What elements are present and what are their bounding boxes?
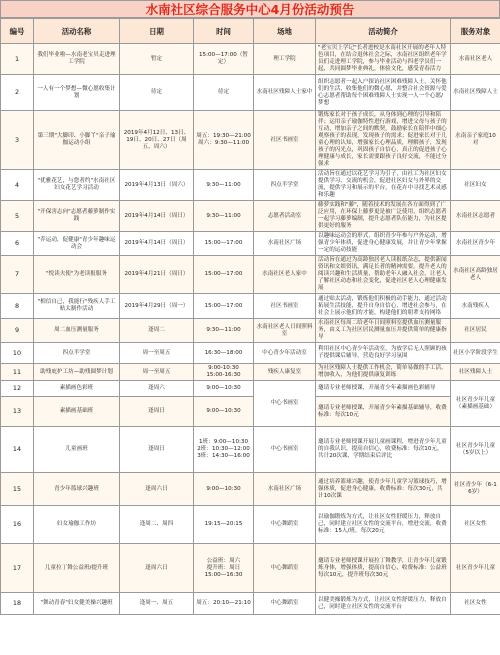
activity-time: 9:00—10:30 [194, 381, 254, 397]
activity-target: 社区居民 [451, 319, 500, 343]
table-row [1, 232, 500, 256]
activity-desc: 水南社区每周二给老年日间照料室提供血压测量服务，由义工为社区居民测量血压并提供简单的健康指导 [316, 319, 451, 343]
table-row [1, 506, 500, 544]
activity-venue: 理工学院 [254, 44, 316, 75]
activity-desc: 以瑜伽锻炼为方式，让社区女性舒缓压力，释放自己，同时建立社区女性的交流平台，增进交流，收费标准：15人/班，每次20元 [316, 506, 451, 544]
table-row [1, 343, 500, 364]
header-time: 时间 [194, 19, 254, 44]
row-number: 10 [1, 343, 34, 364]
table-row [1, 201, 500, 232]
activity-date: 逢周六日 [120, 473, 194, 506]
activity-table [0, 18, 500, 615]
activity-venue: 社区书画室 [254, 111, 316, 170]
row-number: 13 [1, 397, 34, 427]
row-number: 5 [1, 201, 34, 232]
activity-target: 社区青少年儿童 [451, 544, 500, 593]
activity-time: 待定 [194, 75, 254, 111]
header-desc: 活动简介 [316, 19, 451, 44]
activity-desc: 组织志愿者一起入户探访社区困难残障人士，关怀他们的生活，收集他们的微心愿，并整合社会资源与爱心志愿者帮助每个困难残障人士实现一人一个心愿/梦想 [316, 75, 451, 111]
activity-venue: 水南社区残障人士家中 [254, 75, 316, 111]
row-number: 1 [1, 44, 34, 75]
table-row [1, 256, 500, 294]
table-row [1, 397, 500, 427]
activity-desc: 邀请专业老师授课，开展青少年素描画色彩辅导 [316, 381, 451, 397]
activity-date: 逢周二 [120, 319, 194, 343]
activity-target: 社区女性 [451, 593, 500, 615]
activity-date: 逢周六日 [120, 544, 194, 593]
activity-time: 9:00—10:30 [194, 397, 254, 427]
activity-target: 水南社区志愿者 [451, 201, 500, 232]
activity-time: 周五：19:30—21:00 周六：9:30—11:00 [194, 111, 254, 170]
table-row [1, 593, 500, 615]
activity-name: 一人有一个梦想—微心愿收集计划 [34, 75, 120, 111]
activity-desc: 藤萝实践和"藤"，随着技术的发展在各方面得到了广泛应用，在环保上藤萝更是被广泛使用，组织志愿者一起学习藤萝编制，提升志愿者队伍能力，为社区提供更好的服务 [316, 201, 451, 232]
row-number: 3 [1, 111, 34, 170]
row-number: 16 [1, 506, 34, 544]
activity-venue: 社区书画室 [254, 294, 316, 319]
table-row [1, 111, 500, 170]
page-title: 水南社区综合服务中心4月份活动预告 [0, 0, 500, 18]
activity-target: 社区残障人士 [451, 364, 500, 381]
activity-venue: 水南社区广场 [254, 473, 316, 506]
row-number: 15 [1, 473, 34, 506]
activity-target: 社区青少年（6-16岁） [451, 473, 500, 506]
header-target: 服务对象 [451, 19, 500, 44]
activity-date: 2019年4月14日（周日） [120, 201, 194, 232]
header-no: 编号 [1, 19, 34, 44]
row-number: 11 [1, 364, 34, 381]
activity-name: "优雅花艺，与您者约"水南社区妇女花艺学习活动 [34, 170, 120, 201]
activity-name: 素描画基础班 [34, 397, 120, 427]
activity-time: 19:15—20:15 [194, 506, 254, 544]
activity-date: 2019年4月12日、13日、19日、20日、27日（周五、周六） [120, 111, 194, 170]
activity-desc: 以健美操锻炼为方式，让社区女性舒缓压力，释放自己，同时建立社区女性的交流平台 [316, 593, 451, 615]
activity-name: 素描画色彩班 [34, 381, 120, 397]
table-row [1, 364, 500, 381]
activity-target: 水南社区老人 [451, 44, 500, 75]
activity-time: 16:30—18:00 [194, 343, 254, 364]
row-number: 6 [1, 232, 34, 256]
activity-name: 青少年篮球兴趣班 [34, 473, 120, 506]
row-number: 12 [1, 381, 34, 397]
activity-desc: 锻炼家长对于孩子成长，从身体到心理的引导和陪伴；运用亲子瑜伽特性进行游戏，增进父母与孩子的互动，增加亲子之间的默契，鼓励家长在陪伴中细心观察孩子的表现，发现孩子的需求；促进家长对于儿童心理的认知，增强家长心理品质，理解孩子，发现孩子的闪光点，巩固孩子自信心，真正的促进孩子心理健康与成长，家长需要跟孩子良好交流，不能过分强求 [316, 111, 451, 170]
activity-venue: 志愿者活动室 [254, 201, 316, 232]
activity-venue: 残疾人康复室 [254, 364, 316, 381]
activity-desc: "老宝贝上学记"长者进校是水南社区开展的老年人特色项目，在结合退休社会之际，水南社区组织老年学员们走进理工学院，参与毕业活动与四老学员们一起，共同圆梦毕业典礼，体验文化，感受青春活力 [316, 44, 451, 75]
row-number: 9 [1, 319, 34, 343]
activity-date: 2019年4月14日（周日） [120, 232, 194, 256]
activity-name: 助残庇护工坊—助残圆梦计划 [34, 364, 120, 381]
row-number: 14 [1, 427, 34, 473]
table-row [1, 294, 500, 319]
activity-name: 儿童画班 [34, 427, 120, 473]
activity-target: 社区青少年儿童（素描画基础） [451, 381, 500, 427]
row-number: 17 [1, 544, 34, 593]
table-row [1, 44, 500, 75]
activity-date: 2019年4月29日（周一） [120, 294, 194, 319]
activity-desc: 利用社区中心青少年活动室，为放学后无人照顾的孩子提供课后辅导，营造良好学习氛围 [316, 343, 451, 364]
activity-target: 水南社区青少年 [451, 232, 500, 256]
activity-time: 周五：20:10—21:10 [194, 593, 254, 615]
activity-date: 周一至周五 [120, 364, 194, 381]
activity-desc: 以趣味运动会的形式，组织青少年参与户外运动，增强青少年体质，促进身心健康发展，并让青少年掌握一定的运动技能 [316, 232, 451, 256]
row-number: 7 [1, 256, 34, 294]
activity-target: 水南社区高龄独居老人 [451, 256, 500, 294]
activity-venue: 中心舞蹈室 [254, 593, 316, 615]
activity-time: 15:00—17:00 [194, 256, 254, 294]
activity-name: 周二血压测量服务 [34, 319, 120, 343]
activity-desc: 为社区残障人士提供工作机会，简单易做的手工活，增加收入，为他们提供康复训练 [316, 364, 451, 381]
activity-target: 水南社区残障人士 [451, 75, 500, 111]
activity-time: 公益班：周六 提升班：周日 15:00—16:30 [194, 544, 254, 593]
activity-name: 第三期"大脚印、小脚丫"亲子瑜伽运动小组 [34, 111, 120, 170]
activity-desc: 通过贴太活动，锻炼他们积极的动手能力，通过活动拓展生活技能，提升自身自信心，增进社会参与，在社会上展示他们的才能，构建他们的朋辈支持网络 [316, 294, 451, 319]
activity-venue: 中心青少年活动室 [254, 343, 316, 364]
header-venue: 场地 [254, 19, 316, 44]
activity-date: 逢周日 [120, 397, 194, 427]
activity-time: 9:30—11:00 [194, 319, 254, 343]
activity-venue: 中心舞蹈室 [254, 506, 316, 544]
activity-date: 逢周日 [120, 427, 194, 473]
activity-name: 我们毕业啦—水南老宝贝走进理工学院 [34, 44, 120, 75]
table-body [1, 44, 500, 615]
activity-time: 9:30—11:00 [194, 170, 254, 201]
activity-name: "乔运动，促健康"青少年趣味运动会 [34, 232, 120, 256]
activity-date: 逢周二、周四 [120, 506, 194, 544]
activity-target: 水南残疾人 [451, 294, 500, 319]
activity-desc: 活动旨在通过为高龄独居老人读报纸杂志，提供新闻资讯和文娱资讯，满足长者的精神需要，提升老人的阅读兴趣和生活质量，帮助老年人融入社会，让老人了解社区动态和社会变化，促进社区老人心理健康发展 [316, 256, 451, 294]
activity-venue: 四点半学堂 [254, 170, 316, 201]
row-number: 4 [1, 170, 34, 201]
activity-time: 9:00—10:30 [194, 473, 254, 506]
activity-name: 四点半学堂 [34, 343, 120, 364]
activity-time: 15:00—17:00 [194, 294, 254, 319]
row-number: 2 [1, 75, 34, 111]
activity-target: 社区妇女 [451, 170, 500, 201]
activity-desc: 活动旨在通过以花艺学习为引子，由社工为社区妇女提供学习、交流的机会，促进社区妇女与外界的交流，提供学习和展示的平台，在花卉中寻找艺术灵感和乐趣 [316, 170, 451, 201]
activity-time: 15:00—17:00 [194, 232, 254, 256]
table-row [1, 381, 500, 397]
activity-date: 逢周一、周五 [120, 593, 194, 615]
activity-time: 9:30—11:00 [194, 201, 254, 232]
activity-date: 2019年4月21日（周日） [120, 256, 194, 294]
activity-name: "舞动青春"妇女健美操兴趣班 [34, 593, 120, 615]
activity-desc: 邀请专业老师授课，开展青少年素描基础辅导，收费标准：每次10元 [316, 397, 451, 427]
activity-target: 社区小学阶段学生 [451, 343, 500, 364]
activity-desc: 邀请专业老师授课开展拉丁舞教学，让青少年儿童锻炼身体，增强体质，提高自信心，收费标准：公益班每次10元，提升班每次30元 [316, 544, 451, 593]
table-row [1, 473, 500, 506]
row-number: 8 [1, 294, 34, 319]
activity-target: 社区青少年儿童（5岁以上） [451, 427, 500, 473]
activity-date: 暂定 [120, 44, 194, 75]
activity-name: "开保害志向"志愿者藤萝制作实践 [34, 201, 120, 232]
activity-venue: 水南社区老人日间照料室 [254, 319, 316, 343]
activity-date: 待定 [120, 75, 194, 111]
activity-desc: 邀请专业老师授课开展儿童画课程，增进青少年儿童的自我认识，提高自信心，收费标准：每次10元，共计20次课，学期结束后评比 [316, 427, 451, 473]
activity-name: "相信自己，我能行"残疾人手工贴太制作活动 [34, 294, 120, 319]
activity-date: 周一至周五 [120, 343, 194, 364]
header-date: 日期 [120, 19, 194, 44]
activity-desc: 通过培养篮球兴趣，使青少年儿童学习篮球技巧，增强体质，促进身心健康，收费标准：每次30元，共计10次课 [316, 473, 451, 506]
activity-time: 15:00—17:00（暂定） [194, 44, 254, 75]
activity-name: "悦读夫使"为老读报服务 [34, 256, 120, 294]
table-row [1, 427, 500, 473]
header-name: 活动名称 [34, 19, 120, 44]
header-row [1, 19, 500, 44]
table-row [1, 75, 500, 111]
table-row [1, 544, 500, 593]
activity-name: 儿童拉丁舞公益班/提升班 [34, 544, 120, 593]
activity-target: 社区女性 [451, 506, 500, 544]
activity-time: 9:00-10:30 15:00-16:30 [194, 364, 254, 381]
activity-name: 妇女瑜伽工作坊 [34, 506, 120, 544]
activity-target: 水南亲子家庭10对 [451, 111, 500, 170]
row-number: 18 [1, 593, 34, 615]
activity-venue: 水南社区老人家中 [254, 256, 316, 294]
activity-time: 1班：9:00—10:30 2班：10:30—12:00 3班：14:30—16:00 [194, 427, 254, 473]
activity-date: 逢周六 [120, 381, 194, 397]
table-row [1, 319, 500, 343]
activity-venue: 中心书画室 [254, 427, 316, 473]
activity-date: 2019年4月13日（周六） [120, 170, 194, 201]
activity-venue: 中心舞蹈室 [254, 544, 316, 593]
table-row [1, 170, 500, 201]
activity-venue: 水南社区广场 [254, 232, 316, 256]
activity-venue: 中心书画室 [254, 381, 316, 427]
